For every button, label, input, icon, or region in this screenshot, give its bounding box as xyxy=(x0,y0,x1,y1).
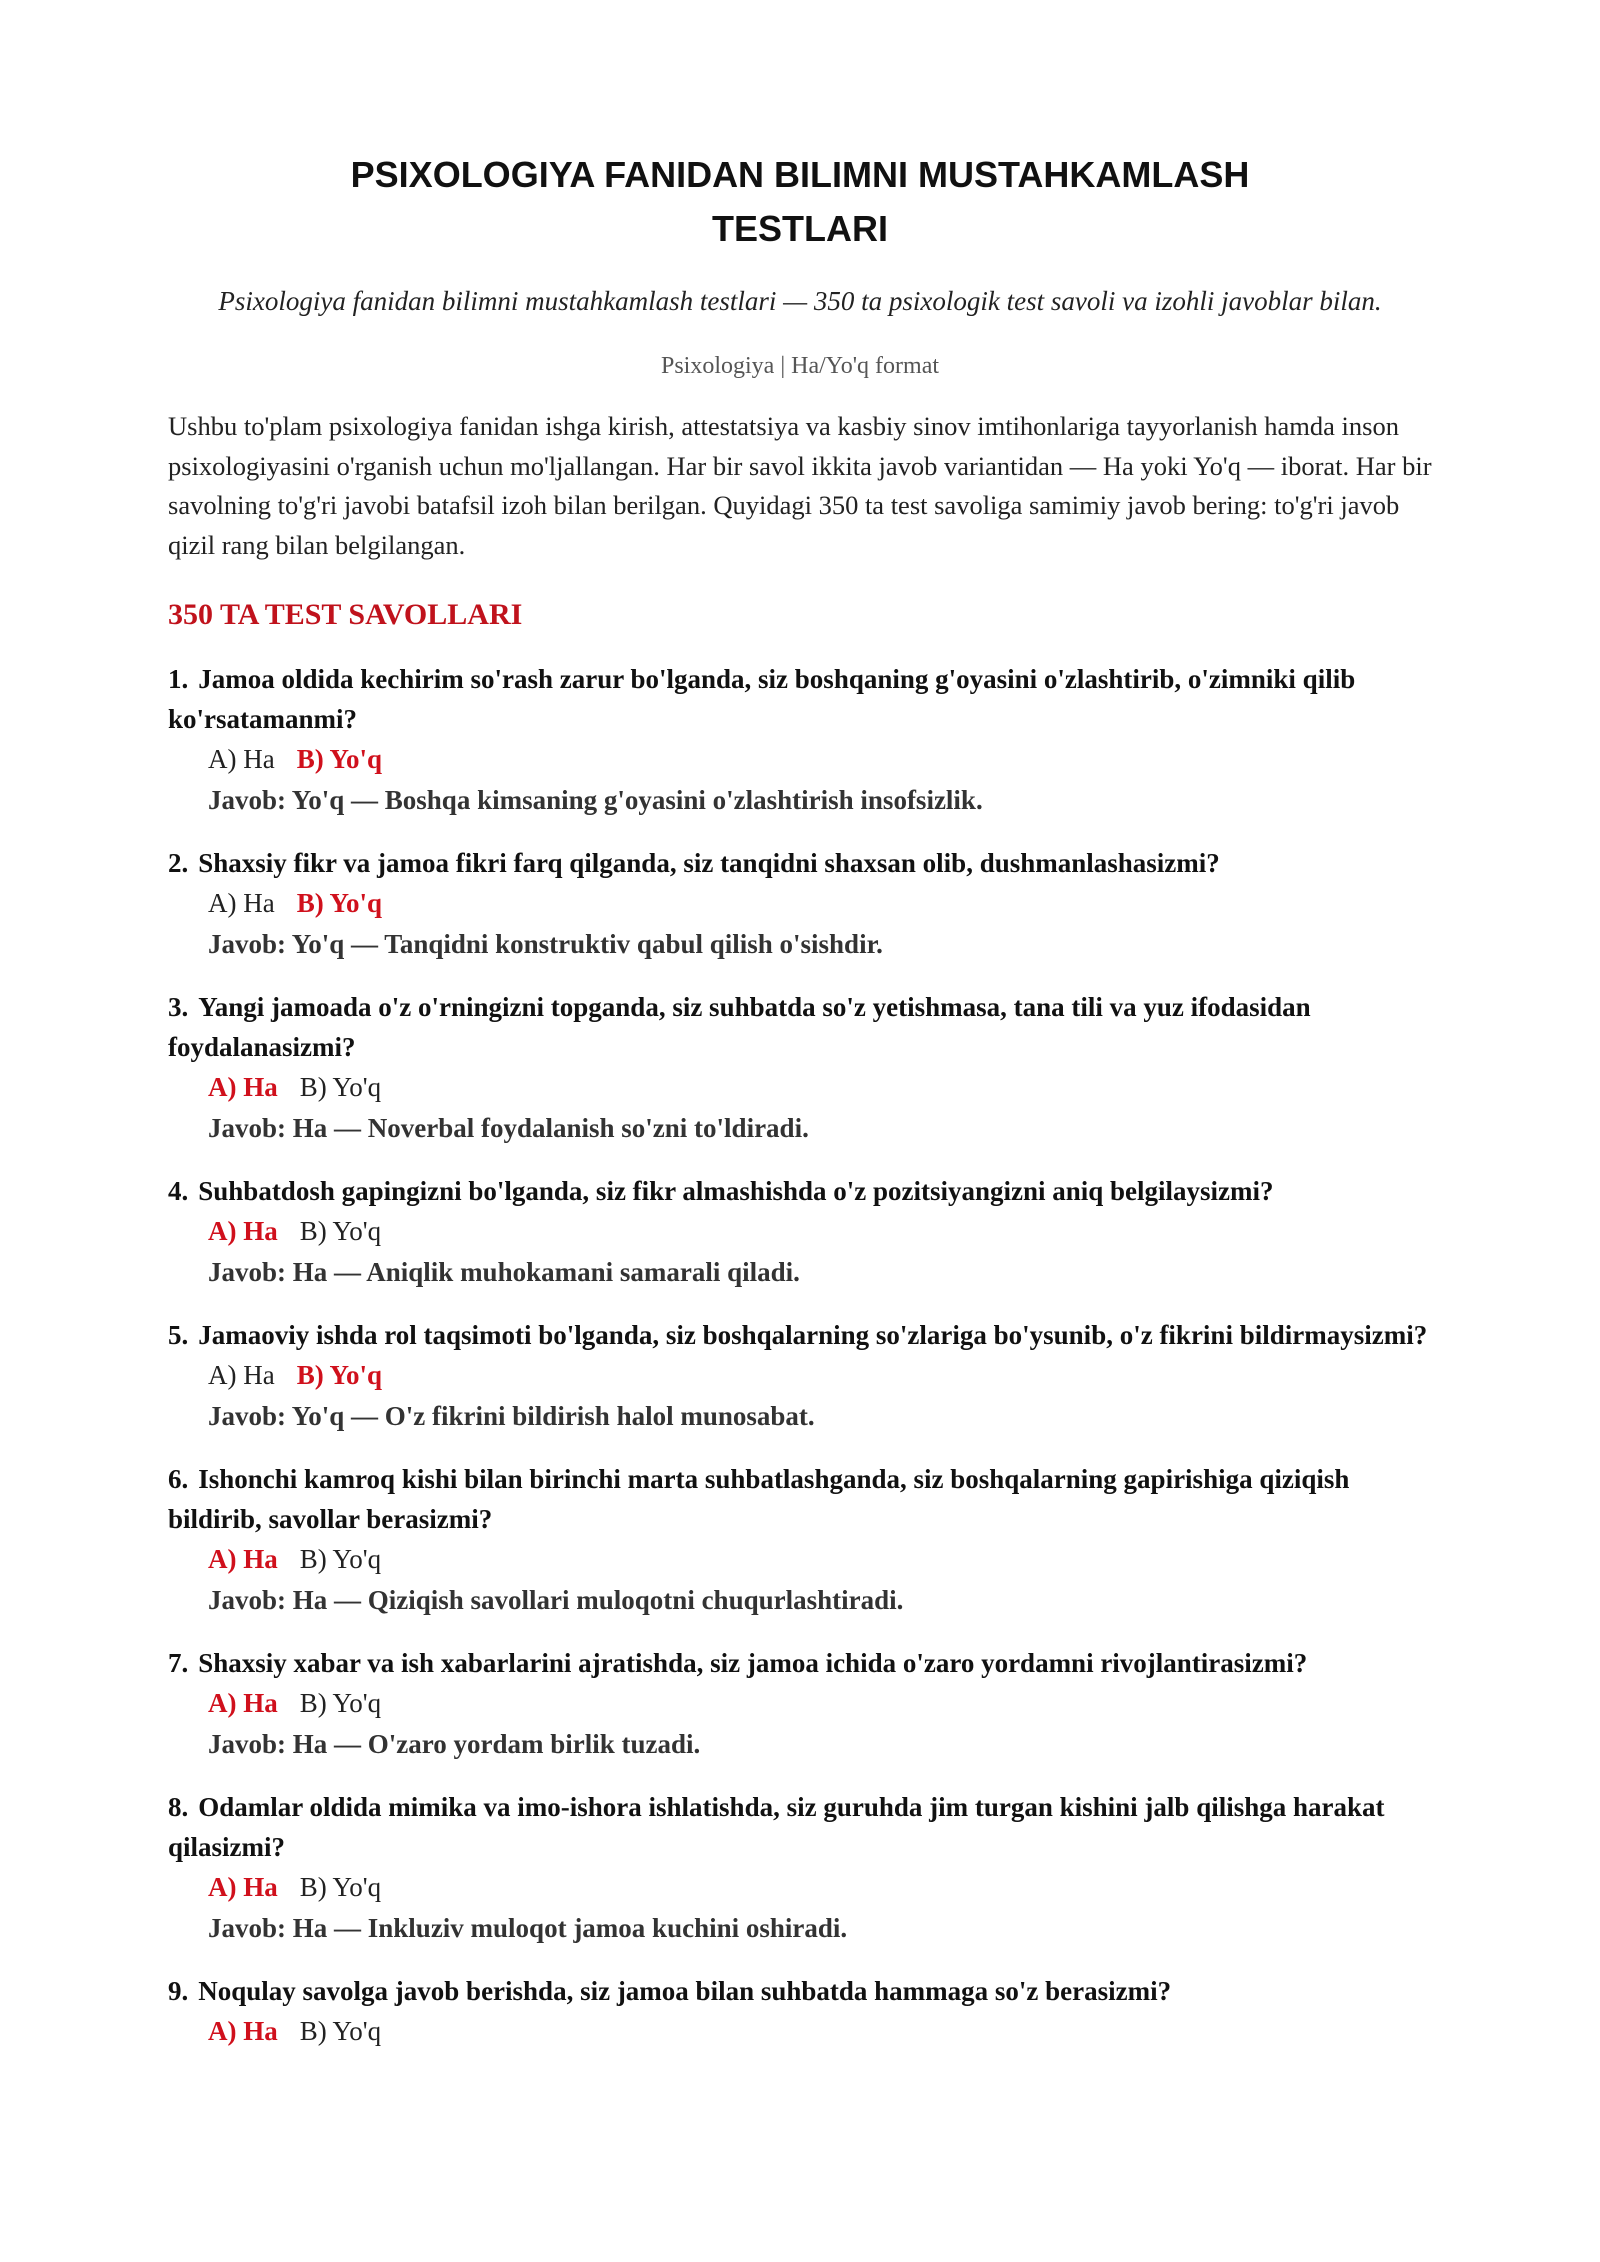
question-number: 5. xyxy=(168,1320,189,1350)
question-list xyxy=(168,659,1432,2051)
option-a[interactable]: A) Ha xyxy=(208,1360,275,1390)
option-b[interactable]: B) Yo'q xyxy=(299,1688,382,1718)
question-item xyxy=(168,1315,1432,1437)
answer-options xyxy=(168,1539,1432,1579)
question-text-line xyxy=(168,1787,1432,1867)
option-b[interactable]: B) Yo'q xyxy=(299,2016,382,2046)
answer-options xyxy=(168,2011,1432,2051)
question-number: 9. xyxy=(168,1976,189,2006)
question-text: Noqulay savolga javob berishda, siz jamoa bilan suhbatda hammaga so'z berasizmi? xyxy=(198,1976,1172,2006)
question-number: 3. xyxy=(168,992,189,1022)
question-number: 4. xyxy=(168,1176,189,1206)
question-text: Jamaoviy ishda rol taqsimoti bo'lganda, siz boshqalarning so'zlariga bo'ysunib, o'z fikrini bildirmaysizmi? xyxy=(198,1320,1428,1350)
option-b[interactable]: B) Yo'q xyxy=(296,1360,383,1390)
question-text: Yangi jamoada o'z o'rningizni topganda, siz suhbatda so'z yetishmasa, tana tili va yuz ifodasidan foydalanasizmi? xyxy=(168,992,1311,1062)
answer-options xyxy=(168,1067,1432,1107)
option-a[interactable]: A) Ha xyxy=(208,1688,278,1718)
question-text-line xyxy=(168,1459,1432,1539)
question-text-line xyxy=(168,1171,1432,1211)
question-item xyxy=(168,659,1432,821)
option-a[interactable]: A) Ha xyxy=(208,1872,278,1902)
question-text: Shaxsiy xabar va ish xabarlarini ajratishda, siz jamoa ichida o'zaro yordamni rivojlantirasizmi? xyxy=(198,1648,1308,1678)
question-text-line xyxy=(168,659,1432,739)
question-number: 6. xyxy=(168,1464,189,1494)
option-a[interactable]: A) Ha xyxy=(208,1072,278,1102)
question-item xyxy=(168,1643,1432,1765)
option-a[interactable]: A) Ha xyxy=(208,744,275,774)
answer-explanation: Javob: Ha — Noverbal foydalanish so'zni to'ldiradi. xyxy=(208,1113,809,1143)
document-title xyxy=(240,148,1360,256)
answer-options xyxy=(168,739,1432,779)
answer-options xyxy=(168,1867,1432,1907)
question-item xyxy=(168,1459,1432,1621)
option-a[interactable]: A) Ha xyxy=(208,888,275,918)
answer-explanation: Javob: Ha — Aniqlik muhokamani samarali qiladi. xyxy=(208,1257,800,1287)
question-item xyxy=(168,1787,1432,1949)
option-a[interactable]: A) Ha xyxy=(208,1544,278,1574)
intro-paragraph: Ushbu to'plam psixologiya fanidan ishga kirish, attestatsiya va kasbiy sinov imtihonlariga tayyorlanish hamda inson psixologiyasini o'rganish uchun mo'ljallangan. Har bir savol ikkita javob variantidan — Ha yoki Yo'q — iborat. Har bir savolning to'g'ri javobi batafsil izoh bilan berilgan. Quyidagi 350 ta test savoliga samimiy javob bering: to'g'ri javob qizil rang bilan belgilangan. xyxy=(168,411,1432,560)
question-text-line xyxy=(168,987,1432,1067)
option-b[interactable]: B) Yo'q xyxy=(299,1072,382,1102)
answer-explanation: Javob: Ha — Inkluziv muloqot jamoa kuchini oshiradi. xyxy=(208,1913,848,1943)
answer-options xyxy=(168,1211,1432,1251)
title-line-1: PSIXOLOGIYA FANIDAN BILIMNI MUSTAHKAMLASH xyxy=(350,154,1250,195)
answer-explanation: Javob: Ha — Qiziqish savollari muloqotni chuqurlashtiradi. xyxy=(208,1585,904,1615)
question-text-line xyxy=(168,1315,1432,1355)
question-item xyxy=(168,987,1432,1149)
question-text-line xyxy=(168,1643,1432,1683)
question-item xyxy=(168,1971,1432,2051)
title-line-2: TESTLARI xyxy=(712,208,888,249)
option-b[interactable]: B) Yo'q xyxy=(296,744,383,774)
document-subtitle: Psixologiya fanidan bilimni mustahkamlash testlari — 350 ta psixologik test savoli va izohli javoblar bilan. xyxy=(218,286,1382,316)
section-heading: 350 TA TEST SAVOLLARI xyxy=(168,598,523,631)
option-a[interactable]: A) Ha xyxy=(208,1216,278,1246)
answer-explanation: Javob: Ha — O'zaro yordam birlik tuzadi. xyxy=(208,1729,701,1759)
question-text: Ishonchi kamroq kishi bilan birinchi marta suhbatlashganda, siz boshqalarning gapirishiga qiziqish bildirib, savollar berasizmi? xyxy=(168,1464,1350,1534)
question-text-line xyxy=(168,1971,1432,2011)
option-a[interactable]: A) Ha xyxy=(208,2016,278,2046)
question-text: Shaxsiy fikr va jamoa fikri farq qilganda, siz tanqidni shaxsan olib, dushmanlashasizmi? xyxy=(198,848,1220,878)
document-meta: Psixologiya | Ha/Yo'q format xyxy=(660,353,940,379)
question-text-line xyxy=(168,843,1432,883)
question-text: Suhbatdosh gapingizni bo'lganda, siz fikr almashishda o'z pozitsiyangizni aniq belgilaysizmi? xyxy=(198,1176,1274,1206)
question-number: 8. xyxy=(168,1792,189,1822)
question-item xyxy=(168,843,1432,965)
option-b[interactable]: B) Yo'q xyxy=(296,888,383,918)
question-item xyxy=(168,1171,1432,1293)
answer-options xyxy=(168,883,1432,923)
option-b[interactable]: B) Yo'q xyxy=(299,1872,382,1902)
option-b[interactable]: B) Yo'q xyxy=(299,1216,382,1246)
answer-options xyxy=(168,1355,1432,1395)
question-number: 1. xyxy=(168,664,189,694)
answer-explanation: Javob: Yo'q — Boshqa kimsaning g'oyasini o'zlashtirish insofsizlik. xyxy=(208,785,983,815)
question-text: Odamlar oldida mimika va imo-ishora ishlatishda, siz guruhda jim turgan kishini jalb qilishga harakat qilasizmi? xyxy=(168,1792,1385,1862)
question-number: 2. xyxy=(168,848,189,878)
answer-options xyxy=(168,1683,1432,1723)
answer-explanation: Javob: Yo'q — O'z fikrini bildirish halol munosabat. xyxy=(208,1401,815,1431)
question-number: 7. xyxy=(168,1648,189,1678)
option-b[interactable]: B) Yo'q xyxy=(299,1544,382,1574)
answer-explanation: Javob: Yo'q — Tanqidni konstruktiv qabul qilish o'sishdir. xyxy=(208,929,883,959)
question-text: Jamoa oldida kechirim so'rash zarur bo'lganda, siz boshqaning g'oyasini o'zlashtirib, o'zimniki qilib ko'rsatamanmi? xyxy=(168,664,1356,734)
